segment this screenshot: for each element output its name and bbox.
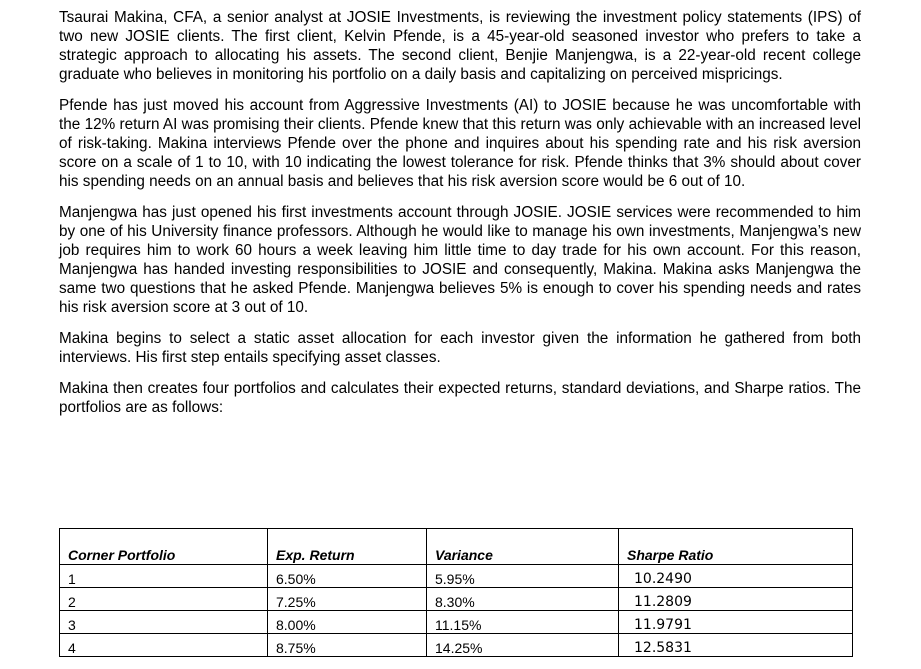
- cell-portfolio: 1: [60, 565, 268, 588]
- paragraph-intro: Tsaurai Makina, CFA, a senior analyst at JOSIE Investments, is reviewing the investment policy statements (IPS) of two new JOSIE clients. The first client, Kelvin Pfende, is a 45-year-old seasoned investor who prefers to take a strategic approach to allocating his assets. The second client, Benjie Manjengwa, is a 22-year-old recent college graduate who believes in monitoring his portfolio on a daily basis and capitalizing on perceived mispricings.: [59, 9, 861, 83]
- paragraph-asset-allocation: Makina begins to select a static asset allocation for each investor given the information he gathered from both interviews. His first step entails specifying asset classes.: [59, 330, 861, 366]
- paragraph-manjengwa: Manjengwa has just opened his first investments account through JOSIE. JOSIE services were recommended to him by one of his University finance professors. Although he would like to manage his own investments, Manjengwa’s new job requires him to work 60 hours a week leaving him little time to day trade for his own account. For this reason, Manjengwa has handed investing responsibilities to JOSIE and consequently, Makina. Makina asks Manjengwa the same two questions that he asked Pfende. Manjengwa believes 5% is enough to cover his spending needs and rates his risk aversion score at 3 out of 10.: [59, 204, 861, 316]
- cell-portfolio: 3: [60, 611, 268, 634]
- paragraph-portfolios: Makina then creates four portfolios and calculates their expected returns, standard deviations, and Sharpe ratios. The portfolios are as follows:: [59, 380, 861, 416]
- cell-variance: 14.25%: [427, 634, 619, 657]
- cell-sharpe-ratio: 12.5831: [619, 634, 853, 657]
- header-variance: Variance: [427, 529, 619, 565]
- cell-exp-return: 8.00%: [268, 611, 427, 634]
- cell-sharpe-ratio: 10.2490: [619, 565, 853, 588]
- table-header-row: [60, 529, 853, 565]
- table-row: [60, 634, 853, 657]
- cell-exp-return: 7.25%: [268, 588, 427, 611]
- cell-sharpe-ratio: 11.2809: [619, 588, 853, 611]
- cell-variance: 8.30%: [427, 588, 619, 611]
- cell-exp-return: 8.75%: [268, 634, 427, 657]
- header-corner-portfolio: Corner Portfolio: [60, 529, 268, 565]
- cell-variance: 5.95%: [427, 565, 619, 588]
- table-row: [60, 565, 853, 588]
- table-row: [60, 611, 853, 634]
- paragraph-pfende: Pfende has just moved his account from Aggressive Investments (AI) to JOSIE because he was uncomfortable with the 12% return AI was promising their clients. Pfende knew that this return was only achievable with an increased level of risk-taking. Makina interviews Pfende over the phone and inquires about his spending rate and his risk aversion score on a scale of 1 to 10, with 10 indicating the lowest tolerance for risk. Pfende thinks that 3% should about cover his spending needs on an annual basis and believes that his risk aversion score would be 6 out of 10.: [59, 97, 861, 190]
- cell-portfolio: 2: [60, 588, 268, 611]
- cell-sharpe-ratio: 11.9791: [619, 611, 853, 634]
- cell-exp-return: 6.50%: [268, 565, 427, 588]
- header-exp-return: Exp. Return: [268, 529, 427, 565]
- case-text: [59, 8, 861, 429]
- cell-portfolio: 4: [60, 634, 268, 657]
- table-row: [60, 588, 853, 611]
- header-sharpe-ratio: Sharpe Ratio: [619, 529, 853, 565]
- cell-variance: 11.15%: [427, 611, 619, 634]
- corner-portfolio-table: [59, 528, 853, 657]
